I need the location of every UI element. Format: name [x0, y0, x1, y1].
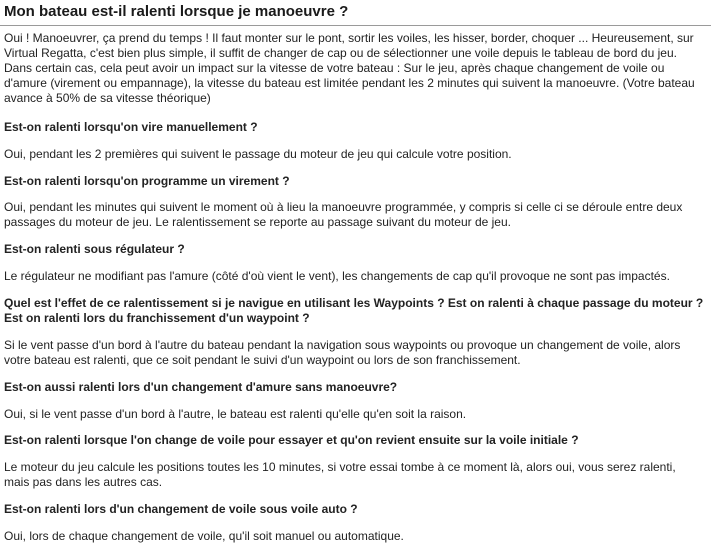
faq-answer-7: Oui, lors de chaque changement de voile, qu'il soit manuel ou automatique. [4, 529, 404, 543]
title-divider [0, 25, 711, 26]
faq-question-7: Est-on ralenti lors d'un changement de voile sous voile auto ? [4, 502, 358, 516]
faq-question-1: Est-on ralenti lorsqu'on vire manuellement ? [4, 120, 258, 134]
faq-answer-1: Oui, pendant les 2 premières qui suivent le passage du moteur de jeu qui calcule votre position. [4, 147, 512, 161]
faq-answer-6: Le moteur du jeu calcule les positions toutes les 10 minutes, si votre essai tombe à ce moment là, alors oui, vous serez ralenti, mais pas dans les autres cas. [4, 460, 676, 489]
faq-answer-2: Oui, pendant les minutes qui suivent le moment où à lieu la manoeuvre programmée, y compris si celle ci se déroule entre deux passages du moteur de jeu. Le ralentissement se reporte au passage suivant du moteur de jeu. [4, 200, 683, 229]
faq-answer-5: Oui, si le vent passe d'un bord à l'autre, le bateau est ralenti qu'elle qu'en soit la raison. [4, 407, 467, 421]
faq-answer-4: Si le vent passe d'un bord à l'autre du bateau pendant la navigation sous waypoints ou provoque un changement de voile, alors votre bateau est ralenti, que ce soit pendant le suivi d'un waypoint ou lors de son franchissement. [4, 338, 681, 367]
intro-paragraph: Oui ! Manoeuvrer, ça prend du temps ! Il faut monter sur le pont, sortir les voiles, les hisser, border, choquer ... Heureusement, sur Virtual Regatta, c'est bien plus simple, il suffit de changer de cap ou de sélectionner une voile depuis le tableau de bord du jeu. Dans certain cas, cela peut avoir un impact sur la vitesse de votre bateau : Sur le jeu, après chaque changement de voile ou d'amure (virement ou empannage), la vitesse du bateau est limitée pendant les 2 minutes qui suivent la manoeuvre. (Votre bateau avance à 50% de sa vitesse théorique) [4, 31, 695, 105]
faq-question-6: Est-on ralenti lorsque l'on change de voile pour essayer et qu'on revient ensuite sur la voile initiale ? [4, 433, 579, 447]
faq-question-4: Quel est l'effet de ce ralentissement si je navigue en utilisant les Waypoints ? Est on ralenti à chaque passage du moteur ? Est on ralenti lors du franchissement d'un waypoint ? [4, 296, 704, 325]
page-title: Mon bateau est-il ralenti lorsque je manoeuvre ? [4, 3, 349, 20]
faq-question-5: Est-on aussi ralenti lors d'un changement d'amure sans manoeuvre? [4, 380, 398, 394]
faq-answer-3: Le régulateur ne modifiant pas l'amure (côté d'où vient le vent), les changements de cap qu'il provoque ne sont pas impactés. [4, 269, 670, 283]
faq-question-3: Est-on ralenti sous régulateur ? [4, 242, 185, 256]
faq-question-2: Est-on ralenti lorsqu'on programme un virement ? [4, 174, 290, 188]
